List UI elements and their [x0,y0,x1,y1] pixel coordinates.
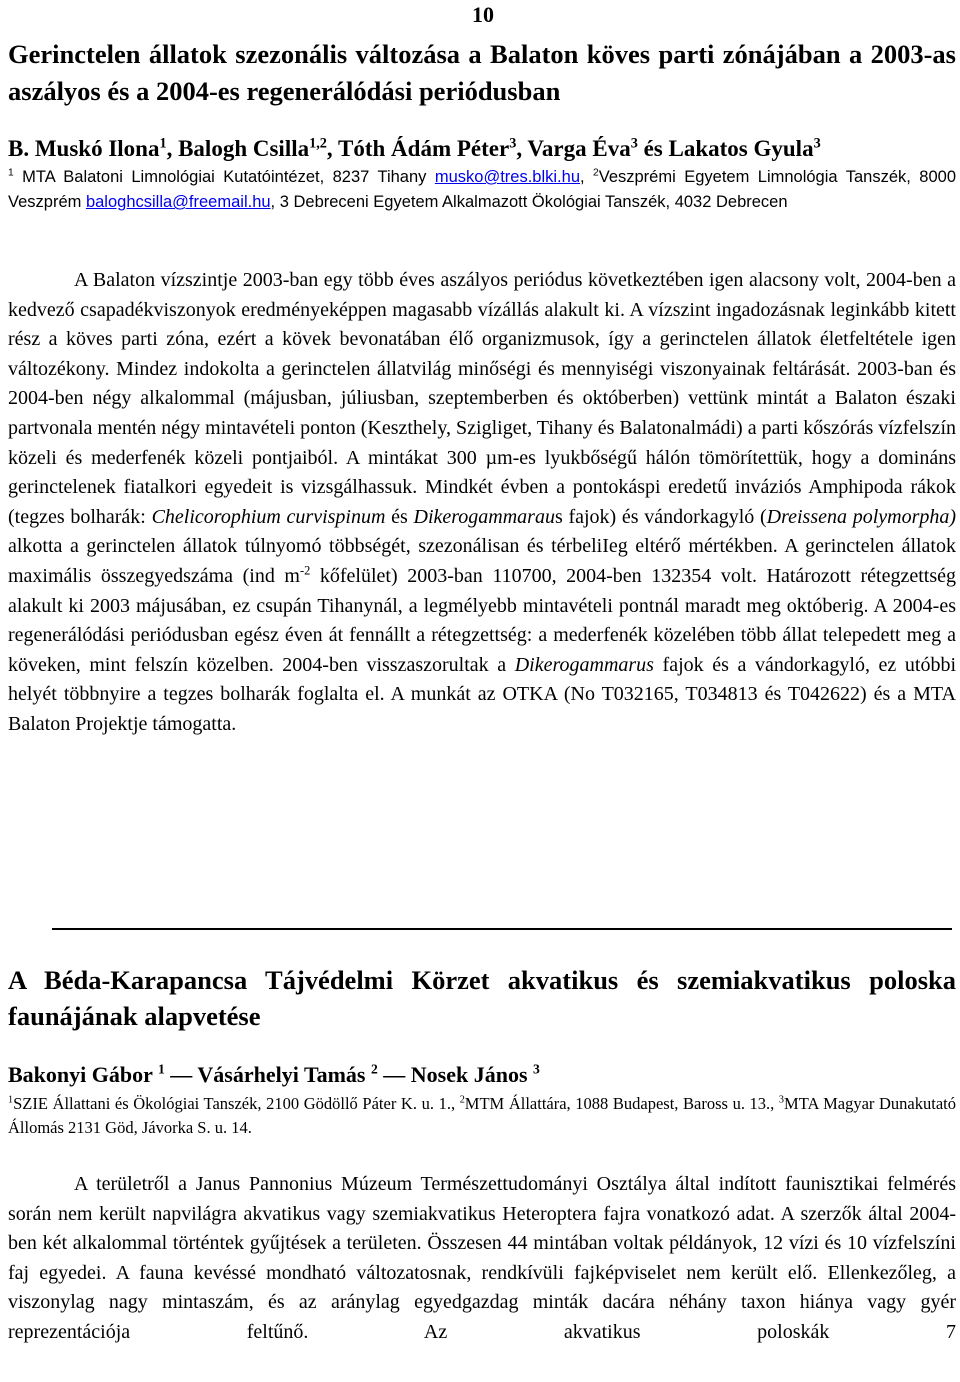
article1-affiliations: $^1$ MTA Balatoni Limnológiai Kutatóintézet, 8237 Tihany musko@tres.blki.hu, $^2$Veszprémi Egyetem Limnológia Tanszék, 8000 Veszprém baloghcsilla@freemail.hu, 3 Debreceni Egyetem Alkalmazott Ökológiai Tanszék, 4032 Debrecen [8,167,957,211]
email-link-balogh[interactable]: baloghcsilla@freemail.hu [85,193,271,211]
article1-abstract: A Balaton vízszintje 2003-ban egy több éves aszályos periódus következtében igen alacsony volt, 2004-ben a kedvező csapadékviszonyok eredményeképpen magasabb vízállás alakult ki. A vízszint ingadozásnak leginkább kitett rész a köves parti zóna, ezért a kövek bevonatában élő organizmusok, így a gerinctelen állatok életfeltétele igen változékony. Mindez indokolta a gerinctelen állatvilág minőségi és mennyiségi viszonyainak feltárását. 2003-ban és 2004-ben négy alkalommal (májusban, júliusban, szeptemberben és októberben) vettünk mintát a Balaton északi partvonala mentén négy mintavételi ponton (Keszthely, Szigliget, Tihany és Balatonalmádi) a parti kőszórás vízfelszín közeli és mederfenék közeli pontjaiból. A mintákat 300 µm-es lyukbőségű hálón tömörítettük, hogy a domináns gerinctelenek fiatalkori egyedeit is vizsgálhassuk. Mindkét évben a pontokáspi eredetű inváziós Amphipoda rákok (tegzes bolharák: Chelicorophium curvispinum és Dikerogammaraus fajok) és vándorkagyló (Dreissena polymorpha) alkotta a gerinctelen állatok túlnyomó többségét, szezonálisan és térbeliIeg eltérő mértékben. A gerinctelen állatok maximális összegyedszáma (ind $m^{-2}$ kőfelület) 2003-ban 110700, 2004-ben 132354 volt. Határozott rétegzettség alakult ki 2003 májusában, ez csupán Tihanynál, a legmélyebb mintavételi pontnál maradt meg októberig. A 2004-es regenerálódási periódusban egész éven át fennállt a rétegzettség: a mederfenék közelében több állat telepedett meg a köveken, mint felszín közelben. 2004-ben visszaszorultak a Dikerogammarus fajok és a vándorkagyló, ez utóbbi helyét többnyire a tegzes bolharák foglalta el. A munkát az OTKA (No T032165, T034813 és T042622) és a MTA Balaton Projektje támogatta. [8,269,957,735]
page-number: 10 [472,2,494,27]
article1-title: Gerinctelen állatok szezonális változása a Balaton köves parti zónájában a 2003-as aszályos és a 2004-es regenerálódási periódusban [8,39,956,106]
email-link-musko[interactable]: musko@tres.blki.hu [434,168,580,186]
species-dikerogammarus: Dikerogammarau [413,505,555,528]
article2-abstract: A területről a Janus Pannonius Múzeum Természettudományi Osztálya által indított faunisztikai felmérés során nem került napvilágra akvatikus vagy szemiakvatikus Heteroptera fajra vonatkozó adat. A szerzők által 2004-ben két alkalommal történtek gyűjtések a területen. Összesen 44 mintában voltak példányok, 12 vízi és 10 vízfelszíni faj egyedei. A fauna kevéssé mondható változatosnak, rendkívüli fajképviselet nem került elő. Ellenkezőleg, a viszonylag nagy mintaszám, és az aránylag egyedgazdag minták dacára néhány taxon hiánya vagy gyér reprezentációja feltűnő. Az akvatikus poloskák 7 [8,1173,956,1343]
article2-authors: Bakonyi Gábor $^1$ — Vásárhelyi Tamás $^2$ — Nosek János $^3$ [8,1061,540,1087]
species-dreissena: Dreissena polymorpha) [766,505,957,528]
article2-affiliations: $^1$SZIE Állattani és Ökológiai Tanszék, 2100 Gödöllő Páter K. u. 1., $^2$MTM Állattára, 1088 Budapest, Baross u. 13., $^3$MTA Magyar Dunakutató Állomás 2131 Göd, Jávorka S. u. 14. [8,1094,956,1137]
species-dikerogammarus-2: Dikerogammarus [514,653,654,676]
article2-title: A Béda-Karapancsa Tájvédelmi Körzet akvatikus és szemiakvatikus poloska faunájának alapvetése [8,965,956,1031]
section-divider [52,928,952,930]
article1-authors: B. Muskó Ilona$^1$, Balogh Csilla$^{1,2}$, Tóth Ádám Péter$^3$, Varga Éva$^3$ és Lakatos Gyula$^3$ [8,135,821,161]
species-chelicorophium: Chelicorophium curvispinum [151,505,386,528]
